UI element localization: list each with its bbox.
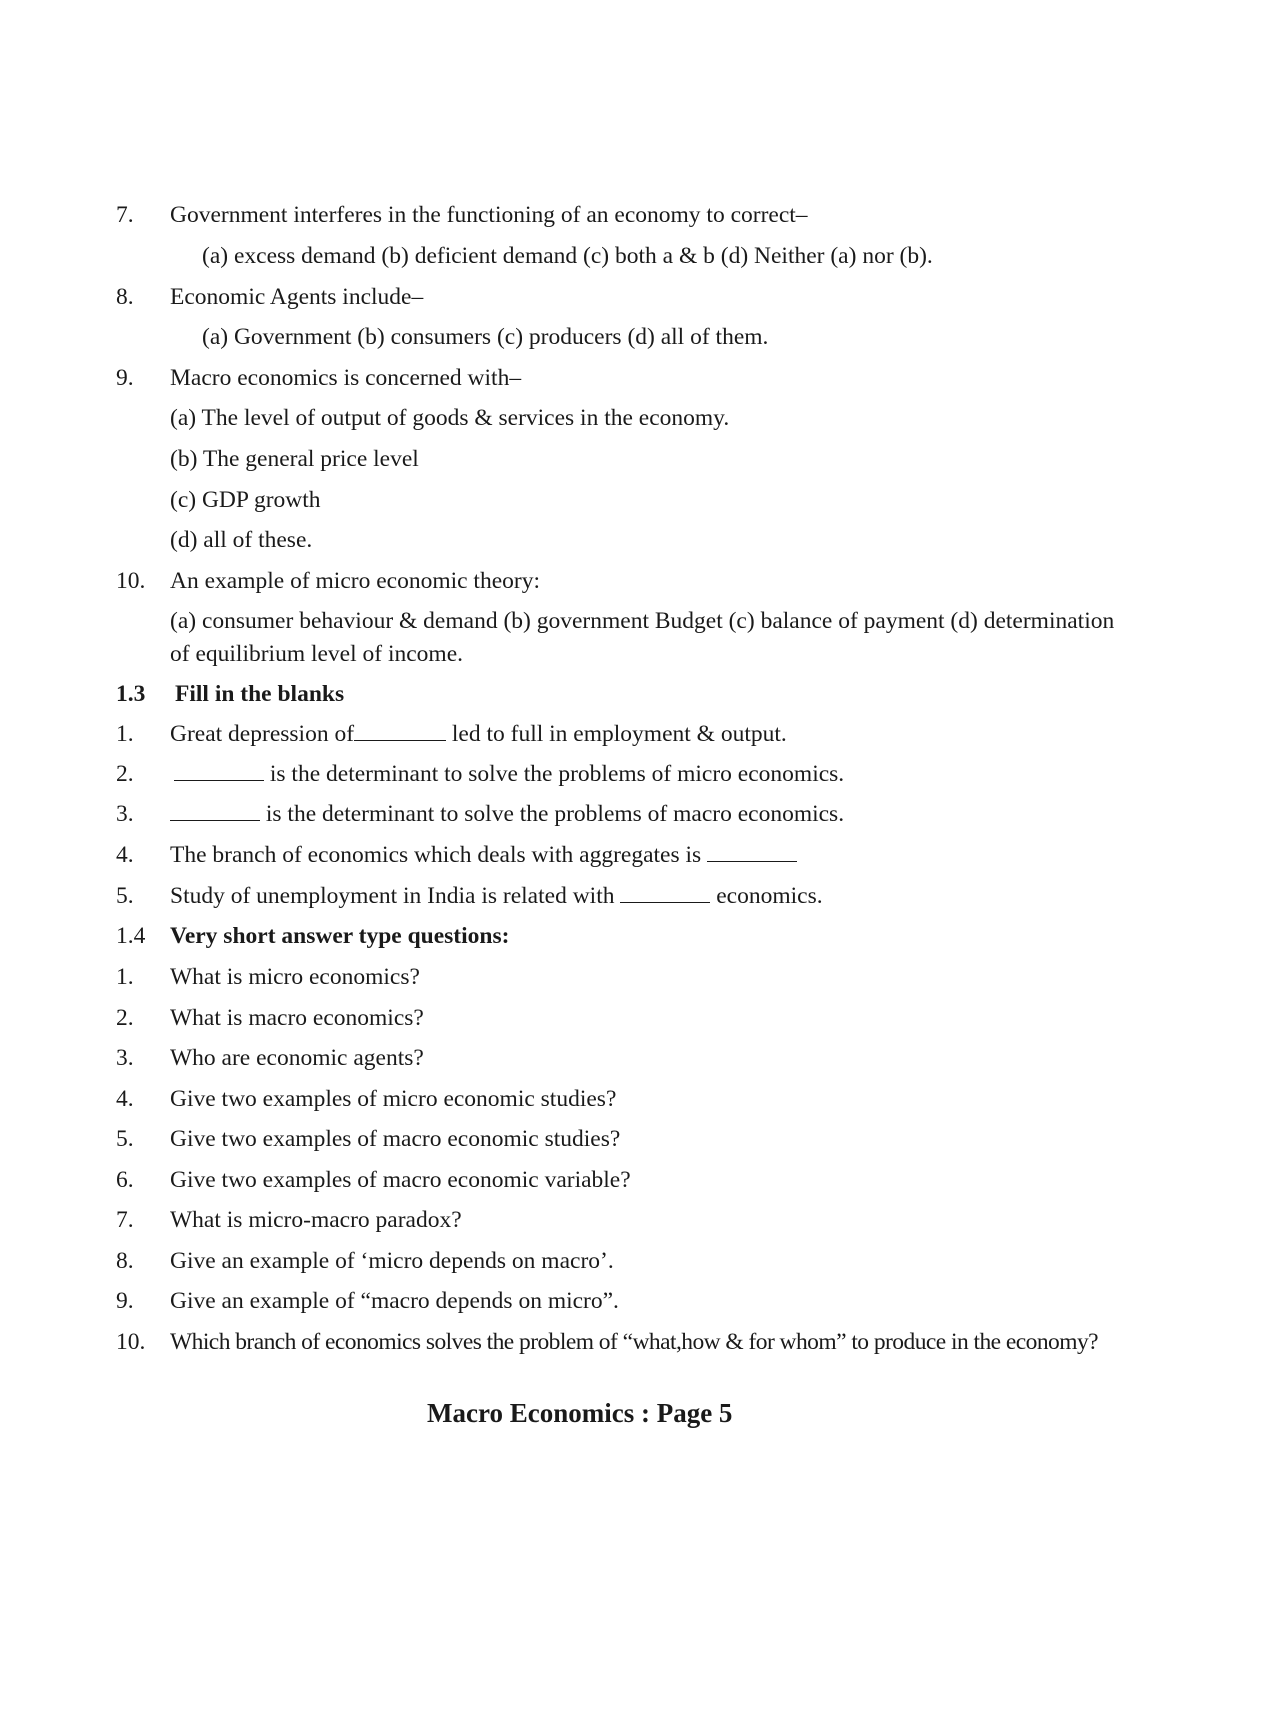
question-text: Economic Agents include– [170, 284, 424, 310]
question-text: What is macro economics? [170, 1005, 424, 1031]
question-text: What is micro-macro paradox? [170, 1207, 462, 1233]
blank-line [707, 860, 797, 862]
item-number: 9. [116, 1288, 134, 1314]
item-text-after: led to full in employment & output. [446, 721, 787, 747]
fill-blank-item [170, 885, 823, 909]
item-text-after: is the determinant to solve the problems of micro economics. [264, 761, 845, 787]
blank-line [170, 819, 260, 821]
question-option: (c) GDP growth [170, 487, 321, 513]
item-number: 10. [116, 1329, 146, 1355]
question-text: What is micro economics? [170, 964, 420, 990]
question-options: (a) Government (b) consumers (c) producers (d) all of them. [202, 324, 769, 350]
question-text: Give an example of ‘micro depends on macro’. [170, 1248, 614, 1274]
question-option: (d) all of these. [170, 527, 313, 553]
item-number: 1. [116, 964, 134, 990]
question-text: Who are economic agents? [170, 1045, 424, 1071]
item-number: 7. [116, 1207, 134, 1233]
question-text: An example of micro economic theory: [170, 568, 540, 594]
section-title: Very short answer type questions: [170, 923, 510, 949]
blank-line [174, 779, 264, 781]
item-text-after: is the determinant to solve the problems of macro economics. [260, 801, 845, 827]
item-text-before: The branch of economics which deals with aggregates is [170, 842, 708, 868]
question-number: 9. [116, 365, 134, 391]
question-number: 7. [116, 202, 134, 228]
question-text: Give an example of “macro depends on micro”. [170, 1288, 619, 1314]
item-number: 4. [116, 842, 134, 868]
item-number: 5. [116, 883, 134, 909]
item-text-before: Great depression of [170, 721, 355, 747]
item-number: 6. [116, 1167, 134, 1193]
question-number: 8. [116, 284, 134, 310]
question-options: (a) consumer behaviour & demand (b) government Budget (c) balance of payment (d) determination [170, 608, 1115, 634]
question-options-continued: of equilibrium level of income. [170, 641, 464, 667]
question-text: Which branch of economics solves the problem of “what,how & for whom” to produce in the economy? [170, 1329, 1099, 1355]
question-option: (a) The level of output of goods & services in the economy. [170, 405, 730, 431]
question-number: 10. [116, 568, 146, 594]
question-text: Give two examples of micro economic studies? [170, 1086, 617, 1112]
item-number: 2. [116, 1005, 134, 1031]
section-number: 1.3 [116, 681, 146, 707]
fill-blank-item [170, 723, 787, 747]
item-number: 3. [116, 801, 134, 827]
question-text: Government interferes in the functioning of an economy to correct– [170, 202, 808, 228]
section-number: 1.4 [116, 923, 146, 949]
fill-blank-item [170, 844, 797, 868]
item-number: 4. [116, 1086, 134, 1112]
blank-line [354, 739, 446, 741]
item-text-after: economics. [710, 883, 823, 909]
blank-line [620, 901, 710, 903]
item-number: 2. [116, 761, 134, 787]
question-text: Macro economics is concerned with– [170, 365, 522, 391]
item-text-before: Study of unemployment in India is related with [170, 883, 621, 909]
page-footer: Macro Economics : Page 5 [427, 1398, 733, 1428]
question-text: Give two examples of macro economic studies? [170, 1126, 621, 1152]
question-text: Give two examples of macro economic variable? [170, 1167, 631, 1193]
item-number: 5. [116, 1126, 134, 1152]
fill-blank-item [174, 763, 844, 787]
question-options: (a) excess demand (b) deficient demand (c) both a & b (d) Neither (a) nor (b). [202, 243, 933, 269]
item-number: 1. [116, 721, 134, 747]
question-option: (b) The general price level [170, 446, 419, 472]
item-number: 3. [116, 1045, 134, 1071]
item-number: 8. [116, 1248, 134, 1274]
section-title: Fill in the blanks [175, 681, 345, 707]
fill-blank-item [170, 803, 844, 827]
